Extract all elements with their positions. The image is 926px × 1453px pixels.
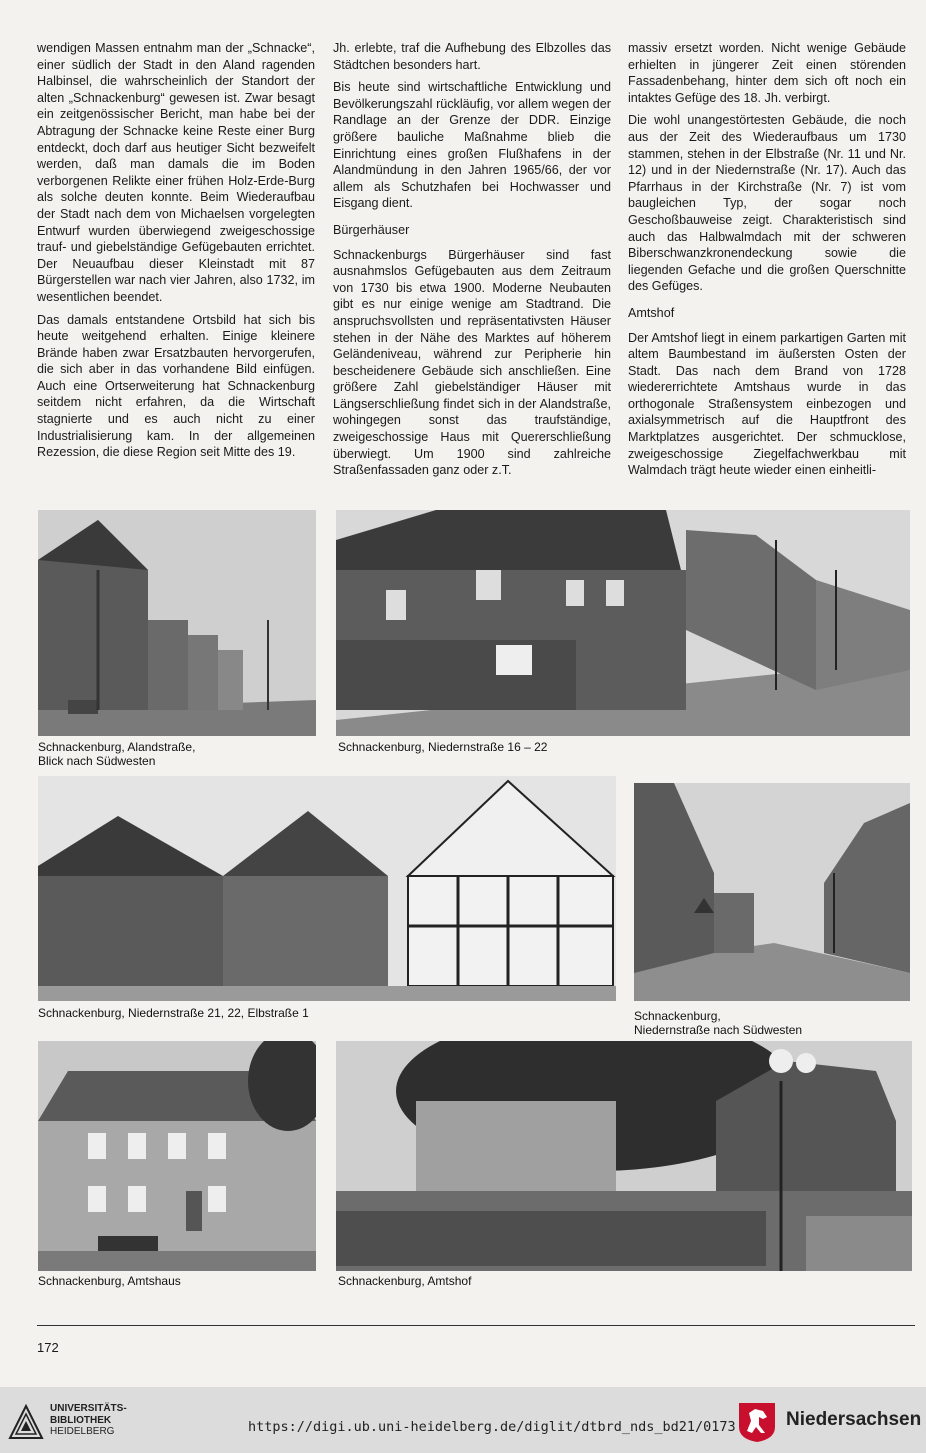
caption-amtshof: Schnackenburg, Amtshof xyxy=(338,1274,472,1288)
caption-niedernstrasse-21-22-elbstrasse-1: Schnackenburg, Niedernstraße 21, 22, Elbstraße 1 xyxy=(38,1006,309,1020)
caption-amtshaus: Schnackenburg, Amtshaus xyxy=(38,1274,181,1288)
page-rule xyxy=(37,1325,915,1326)
photo-amtshof xyxy=(336,1041,912,1271)
text-column-2 xyxy=(333,40,611,485)
photo-niedernstrasse-suedwesten xyxy=(634,783,910,1001)
section-heading-amtshof: Amtshof xyxy=(628,305,675,320)
page-number: 172 xyxy=(37,1340,59,1355)
university-library-logo-icon xyxy=(8,1404,44,1440)
caption-alandstrasse: Schnackenburg, Alandstraße, Blick nach Südwesten xyxy=(38,740,196,768)
footer-bar xyxy=(0,1387,926,1453)
niedersachsen-label[interactable]: Niedersachsen xyxy=(786,1409,922,1430)
section-heading-buergerhaeuser: Bürgerhäuser xyxy=(333,222,410,237)
paragraph: Das damals entstandene Ortsbild hat sich bis heute weitgehend erhalten. Einige kleinere Brände haben zwar Ersatzbauten hervorgerufen, die sich aber in das vorhandene Bild einfügen. Auch eine Ortserweiterung hat Schnackenburg seitdem nicht erfahren, da die Wirtschaft stagnierte und es auch nicht zu einer Industrialisierung kam. In der allgemeinen Rezession, die diese Region seit Mitte des 19. xyxy=(37,312,315,460)
photo-amtshaus xyxy=(38,1041,316,1271)
photo-niedernstrasse-21-22-elbstrasse-1 xyxy=(38,776,616,1001)
caption-niedernstrasse-suedwesten: Schnackenburg, Niedernstraße nach Südwesten xyxy=(634,1009,803,1037)
paragraph: wendigen Massen entnahm man der „Schnacke“, einer südlich der Stadt in den Aland ragenden Halbinsel, die wahrscheinlich der Standort der alten „Schnackenburg“ gewesen ist. Zwar besagt ein zeitgenössischer Bericht, man habe bei der Abtragung der Schnacke keine Reste einer Burg entdeckt, doch darf aus heutiger Sicht bezweifelt werden, daß man damals die im Boden verborgenen Relikte einer frühen Holz-Erde-Burg als solche deuten konnte. Beim Wiederaufbau der Stadt nach dem von Michaelsen vorgelegten Entwurf wurden überwiegend zweigeschossige trauf- und giebelständige Gefügebauten errichtet. Der Neuaufbau dieser Kleinstadt mit 87 Bürgerstellen war nach vier Jahren, also 1732, im wesentlichen beendet. xyxy=(37,41,315,304)
text-column-1 xyxy=(37,40,315,467)
caption-niedernstrasse-16-22: Schnackenburg, Niedernstraße 16 – 22 xyxy=(338,740,548,754)
university-library-name[interactable]: UNIVERSITÄTS- BIBLIOTHEK HEIDELBERG xyxy=(50,1403,127,1437)
photo-alandstrasse xyxy=(38,510,316,736)
paragraph: Der Amtshof liegt in einem parkartigen Garten mit altem Baumbestand im äußersten Osten der Stadt. Das nach dem Brand von 1728 wiedererrichtete Amtshaus wurde in das orthogonale Straßensystem einbezogen und axialsymmetrisch auf die Hauptfront des Marktplatzes ausgerichtet. Der schmucklose, zweigeschossige Ziegelfachwerkbau mit Walmdach trägt heute wieder einen einheitli- xyxy=(628,330,906,478)
niedersachsen-horse-icon xyxy=(737,1401,777,1443)
paragraph: Die wohl unangestörtesten Gebäude, die noch aus der Zeit des Wiederaufbaus um 1730 stammen, stehen in der Elbstraße (Nr. 11 und Nr. 12) und in der Niedernstraße (Nr. 17). Auch das Pfarrhaus in der Kirchstraße (Nr. 7) ist vom baugleichen Typ, der sogar noch Geschoßbauweise zeigt. Charakteristisch sind auch das Halbwalmdach mit der schweren Biberschwanzkronendeckung sowie die liegenden Gefache und die großen Querschnitte des Gefüges. xyxy=(628,113,906,294)
paragraph: Bis heute sind wirtschaftliche Entwicklung und Bevölkerungszahl rückläufig, vor allem wegen der Randlage an der Grenze der DDR. Einzige größere bauliche Maßnahme blieb die Einrichtung eines großen Flußhafens in der Alandmündung in den Jahren 1965/66, der vor allem als Schutzhafen bei Hochwasser und Eisgang dient. xyxy=(333,80,611,211)
paragraph: massiv ersetzt worden. Nicht wenige Gebäude erhielten in jüngerer Zeit einen störenden Fassadenbehang, hinter dem sich oft noch ein intaktes Gefüge des 18. Jh. verbirgt. xyxy=(628,41,906,105)
photo-niedernstrasse-16-22 xyxy=(336,510,910,736)
text-column-3 xyxy=(628,40,906,485)
source-url-link[interactable]: https://digi.ub.uni-heidelberg.de/diglit/dtbrd_nds_bd21/0173 xyxy=(248,1419,736,1435)
paragraph: Schnackenburgs Bürgerhäuser sind fast ausnahmslos Gefügebauten aus dem Zeitraum von 1730 bis etwa 1900. Moderne Neubauten gibt es nur einige wenige am Stadtrand. Die anspruchsvollsten und repräsentativsten Häuser stehen in der Nähe des Marktes auf höherem Geländeniveau, während zur Peripherie hin bescheidenere Gebäude sich anschließen. Eine größere Zahl giebelständiger Häuser mit Längserschließung findet sich in der Alandstraße, wohingegen sonst das traufständige, zweigeschossige Haus mit Quererschließung überwiegt. Um 1900 sind zahlreiche Straßenfassaden ganz oder z.T. xyxy=(333,247,611,478)
paragraph: Jh. erlebte, traf die Aufhebung des Elbzolles das Städtchen besonders hart. xyxy=(333,41,611,72)
